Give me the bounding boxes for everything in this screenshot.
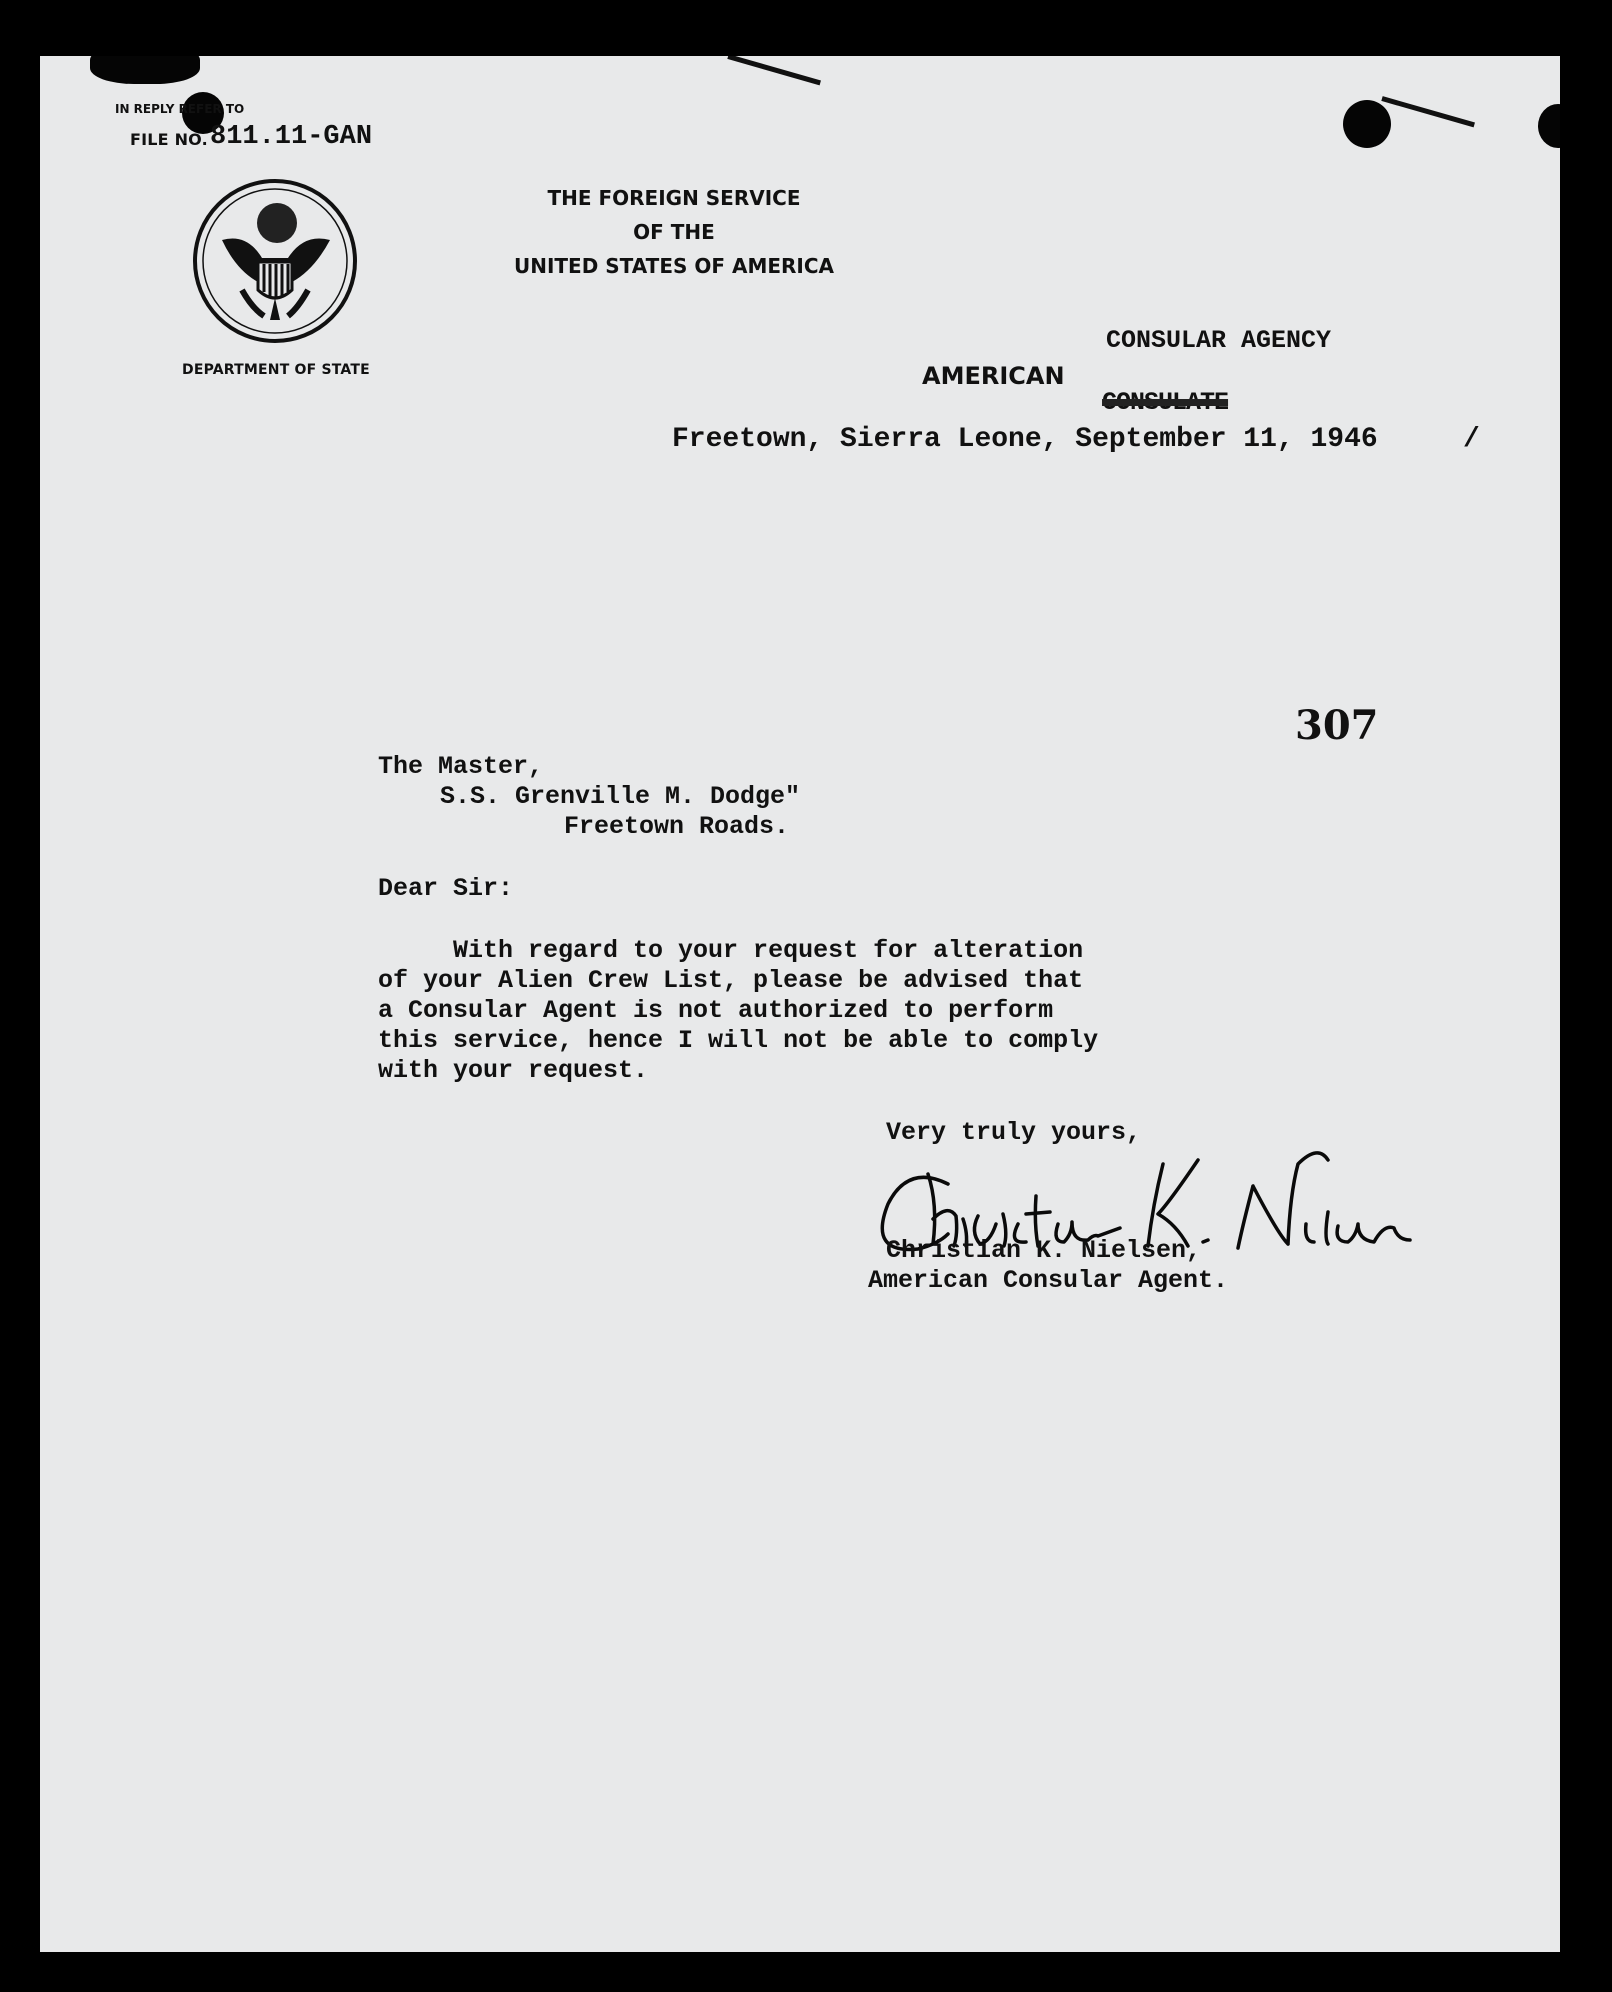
body-line-3: a Consular Agent is not authorized to perform: [378, 996, 1054, 1025]
letterhead-line-1: THE FOREIGN SERVICE: [547, 186, 801, 210]
signer-name: Christian K. Nielsen,: [886, 1236, 1202, 1265]
body-line-5: with your request.: [378, 1056, 649, 1085]
salutation: Dear Sir:: [378, 874, 514, 903]
closing: Very truly yours,: [886, 1118, 1142, 1147]
addressee-line-1: The Master,: [378, 752, 544, 781]
department-of-state-label: DEPARTMENT OF STATE: [182, 362, 370, 378]
addressee-line-2: S.S. Grenville M. Dodge": [440, 782, 801, 811]
file-number: 811.11-GAN: [210, 122, 373, 152]
body-line-1: With regard to your request for alteration: [378, 936, 1084, 965]
dateline-mark: /: [1463, 424, 1480, 455]
file-number-label: FILE NO.: [130, 130, 208, 149]
letterhead-line-2: OF THE: [633, 220, 715, 244]
stamp-number: 307: [1295, 702, 1379, 749]
letterhead-line-3: UNITED STATES OF AMERICA: [513, 254, 835, 278]
corner-tear: [90, 56, 200, 84]
dateline: Freetown, Sierra Leone, September 11, 1946: [672, 424, 1378, 455]
signer-title: American Consular Agent.: [868, 1266, 1229, 1295]
body-line-2: of your Alien Crew List, please be advised that: [378, 966, 1084, 995]
body-line-4: this service, hence I will not be able to comply: [378, 1026, 1099, 1055]
american-label: AMERICAN: [922, 362, 1065, 390]
punch-hole-right: [1343, 100, 1391, 148]
reply-refer-label: IN REPLY REFER TO: [115, 102, 245, 116]
scratch-mark: [1381, 96, 1475, 127]
department-of-state-seal: [192, 178, 358, 344]
consular-agency-typed: CONSULAR AGENCY: [1106, 326, 1332, 355]
scratch-mark: [727, 56, 821, 85]
letter-page: [40, 56, 1560, 1952]
struck-consulate-word: CONSULATE: [1102, 388, 1229, 417]
punch-hole-edge: [1538, 104, 1560, 148]
addressee-line-3: Freetown Roads.: [564, 812, 790, 841]
